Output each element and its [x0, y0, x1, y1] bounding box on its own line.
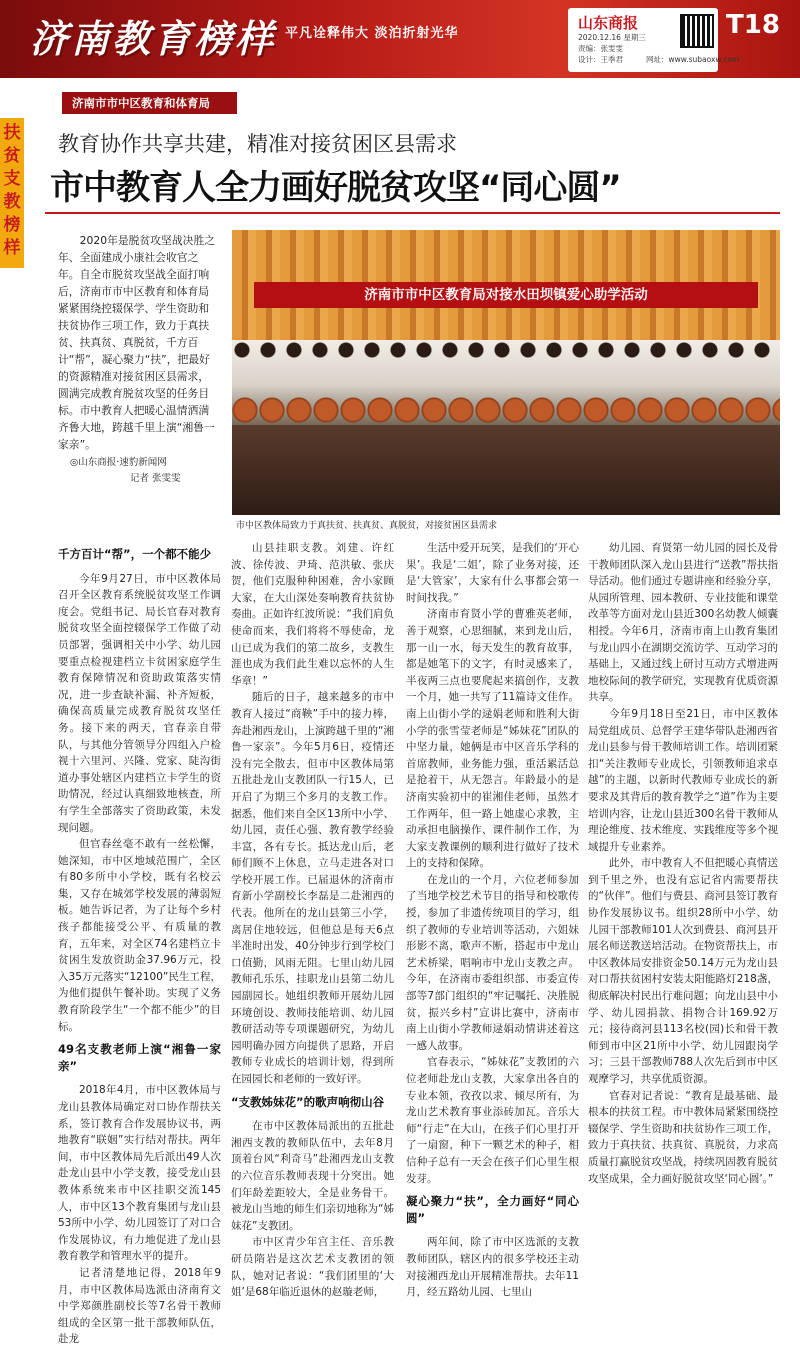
photo-banner: 济南市市中区教育局对接水田坝镇爱心助学活动	[254, 282, 758, 308]
article-paragraph: 官春表示，“姊妹花”支教团的六位老师赴龙山支教，大家拿出各自的专业本领，孜孜以求、倾尽所有，为龙山艺术教育事业添砖加瓦。音乐大师“行走”在大山，在孩子们心里打开了一扇窗，种下一颗艺术的种子，相信种子总有一天会在孩子们心里生根发芽。	[406, 1056, 579, 1185]
headline: 市中教育人全力画好脱贫攻坚“同心圆”	[50, 168, 621, 208]
photo-basketballs	[232, 390, 780, 430]
paper-name: 山东商报	[578, 14, 639, 32]
lead-paragraph: 2020年是脱贫攻坚战决胜之年、全面建成小康社会收官之年。自全市脱贫攻坚战全面打响后，济南市市中区教育和体育局紧紧围绕控辍保学、学生资助和扶贫协作三项工作，致力于真扶贫、扶真贫、真脱贫，千方百计“帮”，凝心聚力“扶”，把最好的资源精准对接贫困区县需求，圆满完成教育脱贫攻坚的任务目标。市中教育人把暖心温情洒满齐鲁大地，跨越千里上演“湘鲁一家亲”。	[58, 234, 216, 451]
article-column-2	[231, 540, 394, 1301]
photo-caption: 市中区教体局致力于真扶贫、扶真贫、真脱贫，对接贫困区县需求	[236, 521, 498, 531]
article-paragraph: 济南市育贤小学的曹雅英老师，善于观察，心思细腻，来到龙山后，那一山一水，每天发生的教育故事，都是她笔下的文字，有时灵感来了，半夜两三点也要爬起来搞创作，支教一个月，她一共写了11篇诗文佳作。南上山街小学的逯娟老师和胜利大街小学的张雪莹老师是“姊妹花”团队的中坚力量，她俩是市中区音乐学科的首席教师，业务能力强，重活累活总是抢着干，从无怨言。年龄最小的是济南实验初中的崔湘佳老师，虽然才工作两年，但一路上她虚心求教，主动承担电脑操作、课件制作工作，为大家支教课例的顺利进行做好了技术上的支持和保障。	[406, 608, 579, 870]
article-paragraph: 官春对记者说：“教育是最基础、最根本的扶贫工程。市中教体局紧紧围绕控辍保学、学生资助和扶贫协作三项工作，致力于真扶贫、扶真贫、真脱贫，力求高质量打赢脱贫攻坚战，持续巩固教育脱贫攻坚成果，全力画好脱贫攻坚‘同心圆’。”	[588, 1089, 778, 1185]
masthead	[0, 0, 800, 78]
article-paragraph: 幼儿园、育贤第一幼儿园的园长及骨干教师团队深入龙山县进行“送教”帮扶指导活动。他们通过专题讲座和经验分享，从园所管理、园本教研、专业技能和课堂改革等方面对龙山县近300名幼教人倾囊相授。今年6月，济南市南上山教育集团与龙山四小在湖期交流访学、互动学习的基础上，又通过线上研讨互动方式增进两地校际间的教学研究，实现教育优质资源共享。	[588, 542, 778, 704]
masthead-slogan: 平凡诠释伟大 淡泊折射光华	[285, 26, 459, 41]
byline	[70, 455, 220, 487]
photo-table	[232, 425, 780, 515]
section-heading: “支教姊妹花”的歌声响彻山谷	[231, 1094, 385, 1109]
article-column-1	[58, 540, 221, 1348]
divider	[45, 212, 780, 214]
column-tag: 济南市市中区教育和体育局	[62, 92, 237, 114]
byline-reporter: 记者 张雯雯	[130, 473, 181, 484]
article-column-3	[406, 540, 579, 1301]
paper-info-box	[568, 8, 740, 72]
article-column-4	[588, 540, 778, 1187]
issue-date: 2020.12.16 星期三	[578, 33, 646, 42]
photo-people	[232, 330, 780, 370]
article-paragraph: 今年9月27日，市中区教体局召开全区教育系统脱贫攻坚工作调度会。党组书记、局长官春对教育脱贫攻坚全面控辍保学工作做了动员部署，强调相关中小学、幼儿园要重点检视建档立卡贫困家庭学生教育保障情况和资助政策落实情况，进一步查缺补漏、补齐短板，确保高质量完成教育脱贫攻坚任务。接下来的两天，官春亲自带队，与其他分管领导分四组入户检视十六里河、兴隆、党家、陡沟街道办事处辖区内建档立卡学生的资助情况，经过认真细致地核查，所有学生全部落实了资助政策，未发现问题。	[58, 572, 221, 834]
article-paragraph: 随后的日子，越来越多的市中教育人接过“商鞅”手中的接力棒，奔赴湘西龙山，上演跨越千里的“湘鲁一家亲”。今年5月6日，疫情还没有完全散去，但市中区教体局第五批赴龙山支教团队一行15人，已开启了为期三个多月的支教工作。据悉，他们来自全区13所中小学、幼儿园，责任心强、教育教学经验丰富，各有专长。抵达龙山后，老师们顾不上休息，立马走进各对口学校开展工作。已届退休的济南市育新小学副校长李磊是二赴湘西的代表。他所在的龙山县第三小学，离居住地较远，但他总是每天6点半准时出发，40分钟步行到学校门口值勤，风雨无阻。七里山幼儿园教师孔乐乐，挂职龙山县第二幼儿园副园长。她组织教师开展幼儿园环境创设、教师技能培训、幼儿园教研活动等专项课题研究，为幼儿园明确办园方向提供了思路，开启教师专业成长的培训计划，得到所在园园长和老师的一致好评。	[231, 691, 394, 1085]
section-heading: 49名支教老师上演“湘鲁一家亲”	[58, 1042, 221, 1073]
article-paragraph: 在市中区教体局派出的五批赴湘西支教的教师队伍中，去年8月顶着台风“利奇马”赴湘西龙山支教的六位音乐教师表现十分突出。她们年龄差距较大，全是业务骨干。被龙山当地的师生们亲切地称为“姊妹花”支教团。	[231, 1120, 394, 1232]
side-section-label: 扶贫支教榜样	[0, 118, 24, 268]
subheadline: 教育协作共享共建，精准对接贫困区县需求	[58, 132, 457, 156]
section-heading: 凝心聚力“扶”，全力画好“同心圆”	[406, 1194, 579, 1225]
byline-source: ◎山东商报·速豹新闻网	[70, 457, 167, 468]
article-paragraph: 山县挂职支教。刘建、许红波、徐传波、尹琦、范洪敏、张庆贺，他们克服种种困难，舍小家顾大家，在大山深处奏响教育扶贫协奏曲。正如许红波所说：“我们肩负使命而来，我们将将不辱使命，龙山已成为我们的第二故乡，支教生涯也成为我们此生难以忘怀的人生华章！”	[231, 542, 394, 687]
article-paragraph: 生活中爱开玩笑，是我们的‘开心果’。我是‘二姐’，除了业务对接，还是‘大管家’，大家有什么事都会第一时间找我。”	[406, 542, 579, 604]
designer-credit: 设计：王季君	[578, 55, 623, 64]
website: 网址：www.subaoxw.com	[646, 55, 740, 64]
article-paragraph: 记者清楚地记得，2018年9月，市中区教体局选派由济南育文中学郑颜胜副校长等7名骨干教师组成的全区第一批干部教师队伍，赴龙	[58, 1266, 221, 1346]
qr-code-icon	[680, 14, 714, 48]
article-paragraph: 但官春丝毫不敢有一丝松懈，她深知，市中区地域范围广，全区有80多所中小学校，既有名校云集，又存在城郊学校发展的薄弱短板。她告诉记者，为了让每个乡村孩子都能接受公平、有质量的教育，五年来，对全区74名建档立卡贫困生发放资助金37.96万元，投入35万元落实“12100”民生工程，为他们提供午餐补助。实现了义务教育阶段学生“一个都不能少”的目标。	[58, 838, 221, 1033]
article-paragraph: 两年间，除了市中区选派的支教教师团队，辖区内的很多学校还主动对接湘西龙山开展精准帮扶。去年11月，经五路幼儿园、七里山	[406, 1236, 579, 1299]
event-photo	[232, 230, 780, 515]
article-paragraph: 2018年4月，市中区教体局与龙山县教体局确定对口协作帮扶关系，签订教育合作发展协议书，两地教育“联姻”实行结对帮扶。两年间，市中区教体局先后派出49人次赴龙山县中小学支教，接受龙山县教体系统来市中区挂职交流145人，市中区13个教育集团与龙山县53所中小学、幼儿园签订了对口合作发展协议，有力地促进了龙山县教育教学和管理水平的提升。	[58, 1084, 221, 1263]
article-paragraph: 此外，市中教育人不但把暖心真情送到千里之外，也没有忘记省内需要帮扶的“伙伴”。他们与费县、商河县签订教育协作发展协议书。组织28所中小学、幼儿园干部教师101人次到费县、商河县开展名师送教送培活动。在物资帮扶上，市中区教体局安排资金50.14万元为龙山县对口帮扶贫困村安装太阳能路灯218盏，彻底解决村民出行难问题；向龙山县中小学、幼儿园捐款、捐物合计169.92万元；接待商河县113名校(园)长和骨干教师到市中区21所中小学、幼儿园跟岗学习；三县干部教师788人次先后到市中区观摩学习，共享优质资源。	[588, 857, 778, 1085]
editor-credit: 责编：张雯雯	[578, 44, 623, 53]
section-heading: 千方百计“帮”，一个都不能少	[58, 547, 212, 561]
article-paragraph: 市中区青少年宫主任、音乐教研员隋岩是这次艺术支教团的领队，她对记者说：“我们团里的‘大姐’是68年临近退休的赵璇老师，	[231, 1236, 394, 1299]
article-paragraph: 在龙山的一个月，六位老师参加了当地学校艺术节目的指导和校歌传授，参加了非遗传统项目的学习，组织了教师的专业培训等活动，六姐妹形影不离，歌声不断，搭起市中龙山艺术桥梁，唱响市中龙山支教之声。今年，在济南市委组织部、市委宣传部等7部门组织的“牢记嘱托、决胜脱贫，振兴乡村”宣讲比赛中，济南市南上山街小学教师逯娟动情讲述着这一感人故事。	[406, 873, 579, 1052]
article-paragraph: 今年9月18日至21日，市中区教体局党组成员、总督学王建华带队赴湘西省龙山县参与骨干教师培训工作。培训团紧扣“关注教师专业成长，引领教师追求卓越”的主题，以新时代教师专业成长的新要求及其背后的教育教学之“道”作为主要培训内容，让龙山县近300名骨干教师从理论维度、技术维度、实践维度等多个视域提升专业素养。	[588, 707, 778, 853]
masthead-title: 济南教育榜样	[30, 16, 277, 61]
page-number: T18	[726, 10, 780, 40]
